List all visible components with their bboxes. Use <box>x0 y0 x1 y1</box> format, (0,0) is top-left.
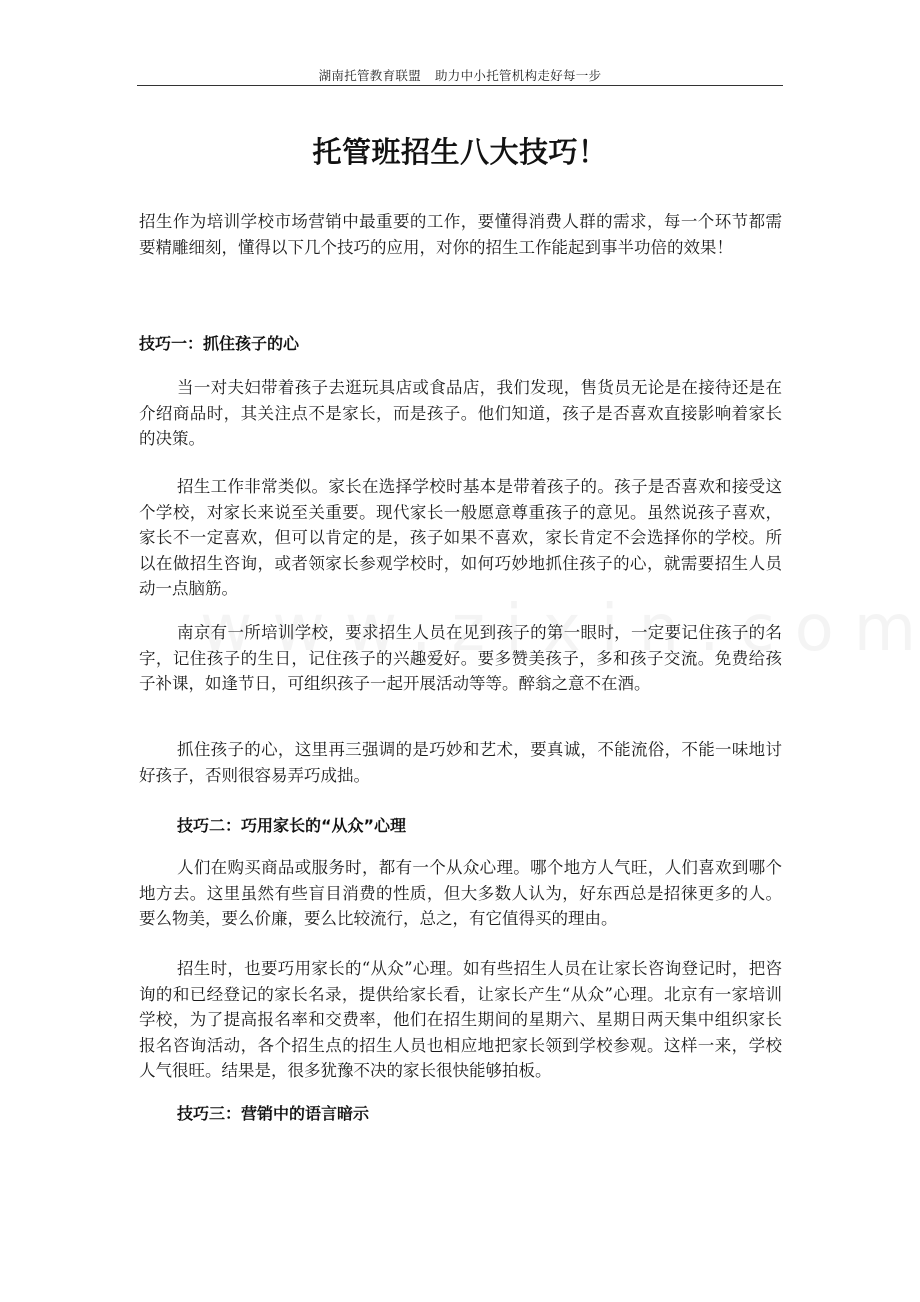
section-2-paragraph-2: 招生时，也要巧用家长的“从众”心理。如有些招生人员在让家长咨询登记时，把咨询的和已经登记的家长名录，提供给家长看，让家长产生“从众”心理。北京有一家培训学校，为了提高报名率和交费率，他们在招生期间的星期六、星期日两天集中组织家长报名咨询活动，各个招生点的招生人员也相应地把家长领到学校参观。这样一来，学校人气很旺。结果是，很多犹豫不决的家长很快能够拍板。 <box>139 959 782 1080</box>
section-heading-3: 技巧三：营销中的语言暗示 <box>177 1104 370 1123</box>
section-heading-1: 技巧一：抓住孩子的心 <box>139 334 300 353</box>
section-1-paragraph-2: 招生工作非常类似。家长在选择学校时基本是带着孩子的。孩子是否喜欢和接受这个学校，对家长来说至关重要。现代家长一般愿意尊重孩子的意见。虽然说孩子喜欢，家长不一定喜欢，但可以肯定的是，孩子如果不喜欢，家长肯定不会选择你的学校。所以在做招生咨询，或者领家长参观学校时，如何巧妙地抓住孩子的心，就需要招生人员动一点脑筋。 <box>139 477 782 598</box>
section-1-paragraph-1: 当一对夫妇带着孩子去逛玩具店或食品店，我们发现，售货员无论是在接待还是在介绍商品时，其关注点不是家长，而是孩子。他们知道，孩子是否喜欢直接影响着家长的决策。 <box>139 378 782 448</box>
header-org: 湖南托管教育联盟 <box>318 68 421 83</box>
section-heading-2: 技巧二：巧用家长的“从众”心理 <box>177 816 407 835</box>
header-rule <box>137 85 783 86</box>
section-1-paragraph-4: 抓住孩子的心，这里再三强调的是巧妙和艺术，要真诚，不能流俗，不能一味地讨好孩子，否则很容易弄巧成拙。 <box>139 740 782 785</box>
section-2-paragraph-1: 人们在购买商品或服务时，都有一个从众心理。哪个地方人气旺，人们喜欢到哪个地方去。这里虽然有些盲目消费的性质，但大多数人认为，好东西总是招徕更多的人。要么物美，要么价廉，要么比较流行，总之，有它值得买的理由。 <box>139 858 782 928</box>
intro-paragraph: 招生作为培训学校市场营销中最重要的工作，要懂得消费人群的需求，每一个环节都需要精雕细刻，懂得以下几个技巧的应用，对你的招生工作能起到事半功倍的效果！ <box>139 212 782 257</box>
section-1-paragraph-3: 南京有一所培训学校，要求招生人员在见到孩子的第一眼时，一定要记住孩子的名字，记住孩子的生日，记住孩子的兴趣爱好。要多赞美孩子，多和孩子交流。免费给孩子补课，如逢节日，可组织孩子一起开展活动等等。醉翁之意不在酒。 <box>139 623 782 693</box>
page-title: 托管班招生八大技巧！ <box>312 135 608 169</box>
page-header <box>137 66 783 84</box>
header-slogan: 助力中小托管机构走好每一步 <box>435 68 602 83</box>
